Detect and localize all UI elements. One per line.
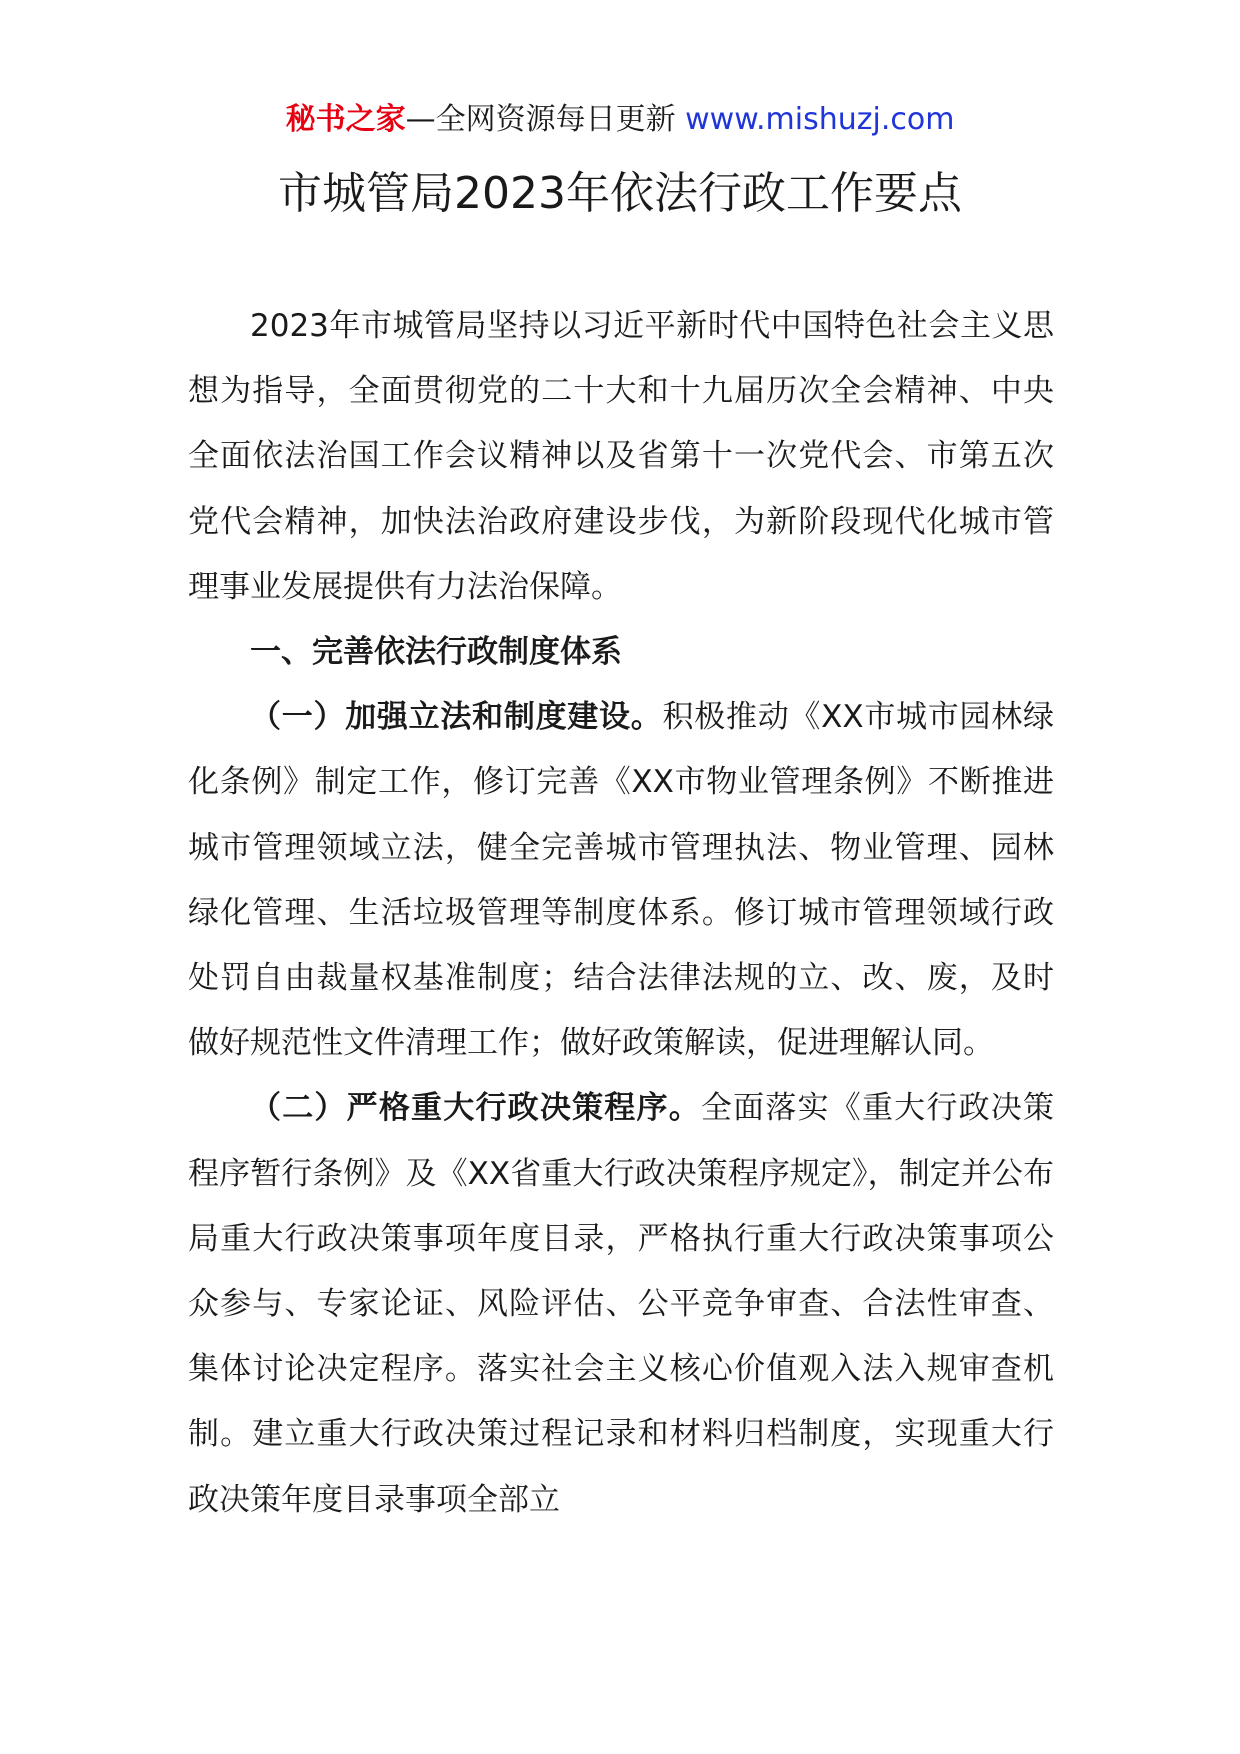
item-lead-2: （二）严格重大行政决策程序。	[250, 1090, 701, 1127]
item-lead-1: （一）加强立法和制度建设。	[250, 699, 663, 736]
document-title: 市城管局2023年依法行政工作要点	[278, 168, 962, 219]
intro-paragraph: 2023年市城管局坚持以习近平新时代中国特色社会主义思想为指导，全面贯彻党的二十大和十九届历次全会精神、中央全面依法治国工作会议精神以及省第十一次党代会、市第五次党代会精神，加快法治政府建设步伐，为新阶段现代化城市管理事业发展提供有力法治保障。	[188, 308, 1054, 605]
header-slogan: —全网资源每日更新	[405, 102, 676, 137]
item-paragraph-2	[188, 1076, 1054, 1532]
section-heading: 一、完善依法行政制度体系	[250, 634, 622, 671]
site-header	[0, 100, 1240, 140]
item-paragraph-1	[188, 685, 1054, 1076]
item-text-2: 全面落实《重大行政决策程序暂行条例》及《XX省重大行政决策程序规定》，制定并公布局重大行政决策事项年度目录，严格执行重大行政决策事项公众参与、专家论证、风险评估、公平竞争审查、合法性审查、集体讨论决定程序。落实社会主义核心价值观入法入规审查机制。建立重大行政决策过程记录和材料归档制度，实现重大行政决策年度目录事项全部立	[188, 1090, 1055, 1518]
brand-name: 秘书之家	[285, 102, 406, 137]
site-url[interactable]: www.mishuzj.com	[685, 102, 955, 137]
document-body	[188, 294, 1054, 1533]
item-text-1: 积极推动《XX市城市园林绿化条例》制定工作，修订完善《XX市物业管理条例》不断推进城市管理领域立法，健全完善城市管理执法、物业管理、园林绿化管理、生活垃圾管理等制度体系。修订城市管理领域行政处罚自由裁量权基准制度；结合法律法规的立、改、废，及时做好规范性文件清理工作；做好政策解读，促进理解认同。	[188, 699, 1055, 1062]
